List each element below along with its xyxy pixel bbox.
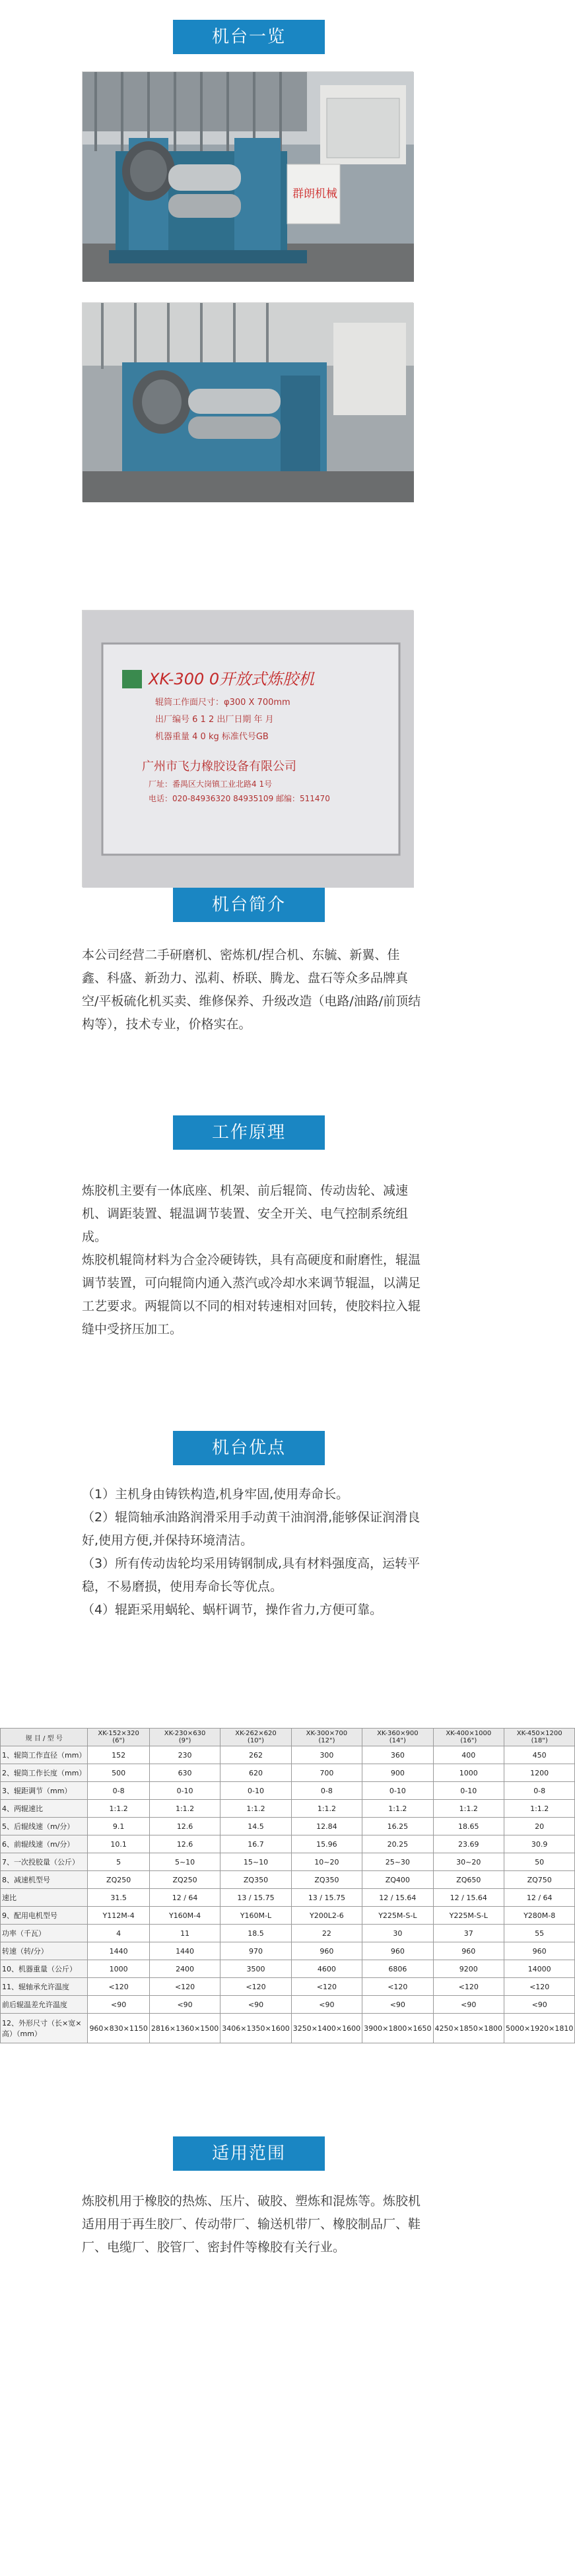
spec-cell: 1:1.2	[504, 1800, 574, 1818]
spec-cell: 12 / 64	[149, 1889, 220, 1907]
spec-cell: 360	[362, 1746, 433, 1764]
spec-cell: 15.96	[291, 1835, 362, 1853]
advantages-text	[82, 1483, 423, 1622]
spec-row-label: 转速（转/分）	[1, 1942, 88, 1960]
spec-cell: <120	[433, 1978, 504, 1996]
machine-photo-2	[82, 302, 413, 502]
principle-text	[82, 1179, 423, 1341]
spec-cell: 960	[291, 1942, 362, 1960]
spec-cell: <120	[291, 1978, 362, 1996]
spec-cell: 25~30	[362, 1853, 433, 1871]
nameplate-line-1: 辊筒工作面尺寸：φ300 X 700mm	[155, 698, 290, 708]
spec-row-label: 3、辊距调节（mm）	[1, 1782, 88, 1800]
applications-text	[82, 2190, 423, 2259]
spec-cell: 4600	[291, 1960, 362, 1978]
spec-cell: 0-10	[362, 1782, 433, 1800]
spec-cell: <90	[149, 1996, 220, 2014]
spec-cell: Y225M-S-L	[433, 1907, 504, 1925]
spec-table-row	[1, 1818, 575, 1835]
spec-model-header: XK-300×700 (12")	[291, 1729, 362, 1746]
section-title-principle: 工作原理	[173, 1115, 325, 1150]
spec-cell: 12 / 64	[504, 1889, 574, 1907]
spec-cell: 1:1.2	[291, 1800, 362, 1818]
intro-paragraph: 本公司经营二手研磨机、密炼机/捏合机、东毓、新翼、佳鑫、科盛、新劲力、泓莉、桥联、腾龙、盘石等众多品牌真空/平板硫化机买卖、维修保养、升级改造（电路/油路/前顶结构等），技术专业，价格实在。	[82, 948, 421, 1032]
spec-cell: 23.69	[433, 1835, 504, 1853]
spec-cell: 12.6	[149, 1818, 220, 1835]
spec-cell: 0-8	[88, 1782, 149, 1800]
spec-cell: 12.6	[149, 1835, 220, 1853]
spec-cell: ZQ350	[220, 1871, 291, 1889]
spec-table-row	[1, 1853, 575, 1871]
spec-cell: 630	[149, 1764, 220, 1782]
intro-text	[82, 944, 423, 1036]
spec-cell: 2400	[149, 1960, 220, 1978]
spec-table-row	[1, 1978, 575, 1996]
spec-row-label: 5、后辊线速（m/分）	[1, 1818, 88, 1835]
spec-cell: 3900×1800×1650	[362, 2014, 433, 2043]
spec-cell: 400	[433, 1746, 504, 1764]
spec-table-row	[1, 1800, 575, 1818]
spec-row-label: 1、辊筒工作直径（mm）	[1, 1746, 88, 1764]
spec-cell: Y225M-S-L	[362, 1907, 433, 1925]
spec-cell: 1:1.2	[88, 1800, 149, 1818]
spec-cell: <90	[88, 1996, 149, 2014]
spec-cell: 5000×1920×1810	[504, 2014, 574, 2043]
spec-cell: 20.25	[362, 1835, 433, 1853]
spec-cell: 16.25	[362, 1818, 433, 1835]
spec-cell: <90	[433, 1996, 504, 2014]
spec-header-label: 规 目 / 型 号	[1, 1729, 88, 1746]
spec-cell: 1000	[433, 1764, 504, 1782]
spec-cell: 5	[88, 1853, 149, 1871]
spec-cell: ZQ350	[291, 1871, 362, 1889]
spec-cell: 20	[504, 1818, 574, 1835]
spec-cell: 14.5	[220, 1818, 291, 1835]
spec-model-header: XK-230×630 (9")	[149, 1729, 220, 1746]
spec-row-label: 2、辊筒工作长度（mm）	[1, 1764, 88, 1782]
spec-cell: 18.65	[433, 1818, 504, 1835]
spec-cell: 55	[504, 1925, 574, 1942]
spec-model-header: XK-450×1200 (18")	[504, 1729, 574, 1746]
spec-cell: 9.1	[88, 1818, 149, 1835]
section-title-applications: 适用范围	[173, 2136, 325, 2171]
spec-cell: 16.7	[220, 1835, 291, 1853]
spec-cell: 30	[362, 1925, 433, 1942]
spec-cell: 37	[433, 1925, 504, 1942]
spec-cell: 2816×1360×1500	[149, 2014, 220, 2043]
spec-row-label: 10、机器重量（公斤）	[1, 1960, 88, 1978]
spec-table-row	[1, 1907, 575, 1925]
spec-table-row	[1, 1764, 575, 1782]
spec-cell: <90	[362, 1996, 433, 2014]
nameplate-address: 厂址：番禺区大岗镇工业北路4 1号	[149, 779, 273, 789]
section-title-advantages: 机台优点	[173, 1431, 325, 1465]
spec-cell: 1200	[504, 1764, 574, 1782]
spec-row-label: 速比	[1, 1889, 88, 1907]
spec-cell: 18.5	[220, 1925, 291, 1942]
spec-cell: 11	[149, 1925, 220, 1942]
spec-cell: 12 / 15.64	[433, 1889, 504, 1907]
spec-model-header: XK-262×620 (10")	[220, 1729, 291, 1746]
spec-table-row	[1, 1746, 575, 1764]
spec-cell: 3500	[220, 1960, 291, 1978]
spec-cell: 22	[291, 1925, 362, 1942]
spec-cell: 900	[362, 1764, 433, 1782]
spec-table-header-row	[1, 1729, 575, 1746]
spec-cell: 1440	[149, 1942, 220, 1960]
nameplate-company: 广州市飞力橡胶设备有限公司	[142, 760, 296, 774]
spec-cell: 0-10	[220, 1782, 291, 1800]
spec-model-header: XK-360×900 (14")	[362, 1729, 433, 1746]
spec-cell: Y280M-8	[504, 1907, 574, 1925]
spec-cell: 1:1.2	[149, 1800, 220, 1818]
spec-cell: 300	[291, 1746, 362, 1764]
spec-table-row	[1, 1942, 575, 1960]
nameplate-phone: 电话：020-84936320 84935109 邮编：511470	[149, 794, 330, 803]
spec-cell: <90	[504, 1996, 574, 2014]
spec-cell: 1:1.2	[362, 1800, 433, 1818]
spec-cell: 0-10	[433, 1782, 504, 1800]
spec-cell: 14000	[504, 1960, 574, 1978]
spec-cell: 0-10	[149, 1782, 220, 1800]
spec-table-row	[1, 1996, 575, 2014]
spec-table-row	[1, 1889, 575, 1907]
spec-cell: 12 / 15.64	[362, 1889, 433, 1907]
spec-row-label: 9、配用电机型号	[1, 1907, 88, 1925]
spec-cell: 1440	[88, 1942, 149, 1960]
machine-sign-text: 群朗机械	[292, 187, 337, 201]
spec-cell: 10~20	[291, 1853, 362, 1871]
spec-cell: 960	[504, 1942, 574, 1960]
spec-cell: <120	[362, 1978, 433, 1996]
spec-row-label: 11、辊轴承允许温度	[1, 1978, 88, 1996]
applications-paragraph: 炼胶机用于橡胶的热炼、压片、破胶、塑炼和混炼等。炼胶机适用用于再生胶厂、传动带厂、输送机带厂、橡胶制品厂、鞋厂、电缆厂、胶管厂、密封件等橡胶有关行业。	[82, 2194, 421, 2255]
nameplate-line-3: 机器重量 4 0 kg 标准代号GB	[155, 732, 269, 742]
spec-cell: 620	[220, 1764, 291, 1782]
spec-row-label: 6、前辊线速（m/分）	[1, 1835, 88, 1853]
spec-cell: 3406×1350×1600	[220, 2014, 291, 2043]
spec-cell: <90	[291, 1996, 362, 2014]
spec-cell: Y160M-4	[149, 1907, 220, 1925]
spec-row-label: 7、一次投胶量（公斤）	[1, 1853, 88, 1871]
spec-cell: 13 / 15.75	[220, 1889, 291, 1907]
spec-cell: 0-8	[291, 1782, 362, 1800]
spec-cell: 12.84	[291, 1818, 362, 1835]
spec-cell: 1000	[88, 1960, 149, 1978]
spec-table-row	[1, 2014, 575, 2043]
spec-cell: 960×830×1150	[88, 2014, 149, 2043]
spec-cell: 5~10	[149, 1853, 220, 1871]
spec-cell: 15~10	[220, 1853, 291, 1871]
spec-cell: Y200L2-6	[291, 1907, 362, 1925]
spec-model-header: XK-152×320 (6")	[88, 1729, 149, 1746]
spec-cell: 3250×1400×1600	[291, 2014, 362, 2043]
spec-row-label: 功率（千瓦）	[1, 1925, 88, 1942]
spec-cell: 50	[504, 1853, 574, 1871]
spec-row-label: 4、两辊速比	[1, 1800, 88, 1818]
nameplate-line-2: 出厂编号 6 1 2 出厂日期 年 月	[155, 715, 274, 725]
spec-cell: 450	[504, 1746, 574, 1764]
advantage-2: （2）辊筒轴承油路润滑采用手动黄干油润滑,能够保证润滑良好,使用方便,并保持环境清洁。	[82, 1510, 421, 1548]
spec-cell: 960	[362, 1942, 433, 1960]
section-title-overview: 机台一览	[173, 20, 325, 54]
spec-cell: 960	[433, 1942, 504, 1960]
spec-cell: <120	[504, 1978, 574, 1996]
spec-cell: <120	[88, 1978, 149, 1996]
spec-table-row	[1, 1835, 575, 1853]
spec-cell: 262	[220, 1746, 291, 1764]
spec-table-row	[1, 1960, 575, 1978]
advantage-4: （4）辊距采用蜗轮、蜗杆调节，操作省力,方便可靠。	[82, 1602, 383, 1617]
spec-cell: 700	[291, 1764, 362, 1782]
spec-table-row	[1, 1871, 575, 1889]
advantage-1: （1）主机身由铸铁构造,机身牢固,使用寿命长。	[82, 1487, 349, 1502]
spec-cell: 6806	[362, 1960, 433, 1978]
advantage-3: （3）所有传动齿轮均采用铸钢制成,具有材料强度高，运转平稳，不易磨损，使用寿命长等优点。	[82, 1556, 421, 1594]
section-title-intro: 机台简介	[173, 888, 325, 922]
spec-cell: 970	[220, 1942, 291, 1960]
spec-cell: <120	[220, 1978, 291, 1996]
spec-table-row	[1, 1782, 575, 1800]
spec-table-row	[1, 1925, 575, 1942]
spec-cell: 31.5	[88, 1889, 149, 1907]
spec-cell: Y112M-4	[88, 1907, 149, 1925]
spec-cell: <120	[149, 1978, 220, 1996]
spec-cell: 4250×1850×1800	[433, 2014, 504, 2043]
spec-cell: Y160M-L	[220, 1907, 291, 1925]
spec-table	[0, 1728, 575, 2043]
principle-paragraph-2: 炼胶机辊筒材料为合金冷硬铸铁，具有高硬度和耐磨性，辊温调节装置，可向辊筒内通入蒸汽或冷却水来调节辊温，以满足工艺要求。两辊筒以不同的相对转速相对回转，使胶料拉入辊缝中受挤压加工。	[82, 1253, 421, 1337]
machine-photo-1	[82, 71, 413, 281]
spec-cell: ZQ750	[504, 1871, 574, 1889]
spec-cell: ZQ250	[149, 1871, 220, 1889]
spec-cell: ZQ250	[88, 1871, 149, 1889]
spec-cell: 0-8	[504, 1782, 574, 1800]
spec-cell: 30.9	[504, 1835, 574, 1853]
spec-cell: ZQ400	[362, 1871, 433, 1889]
spec-model-header: XK-400×1000 (16")	[433, 1729, 504, 1746]
spec-cell: <90	[220, 1996, 291, 2014]
nameplate-photo	[82, 610, 413, 887]
spec-cell: 13 / 15.75	[291, 1889, 362, 1907]
spec-cell: 4	[88, 1925, 149, 1942]
nameplate-title: XK-300 0开放式炼胶机	[149, 670, 315, 688]
spec-cell: 30~20	[433, 1853, 504, 1871]
spec-cell: 9200	[433, 1960, 504, 1978]
spec-row-label: 12、外形尺寸（长×宽×高）（mm）	[1, 2014, 88, 2043]
spec-row-label: 前后辊温差允许温度	[1, 1996, 88, 2014]
spec-cell: 10.1	[88, 1835, 149, 1853]
spec-cell: 500	[88, 1764, 149, 1782]
spec-cell: 1:1.2	[220, 1800, 291, 1818]
spec-cell: 1:1.2	[433, 1800, 504, 1818]
spec-cell: ZQ650	[433, 1871, 504, 1889]
principle-paragraph-1: 炼胶机主要有一体底座、机架、前后辊筒、传动齿轮、减速机、调距装置、辊温调节装置、安全开关、电气控制系统组成。	[82, 1183, 409, 1244]
spec-row-label: 8、减速机型号	[1, 1871, 88, 1889]
spec-cell: 230	[149, 1746, 220, 1764]
spec-cell: 152	[88, 1746, 149, 1764]
